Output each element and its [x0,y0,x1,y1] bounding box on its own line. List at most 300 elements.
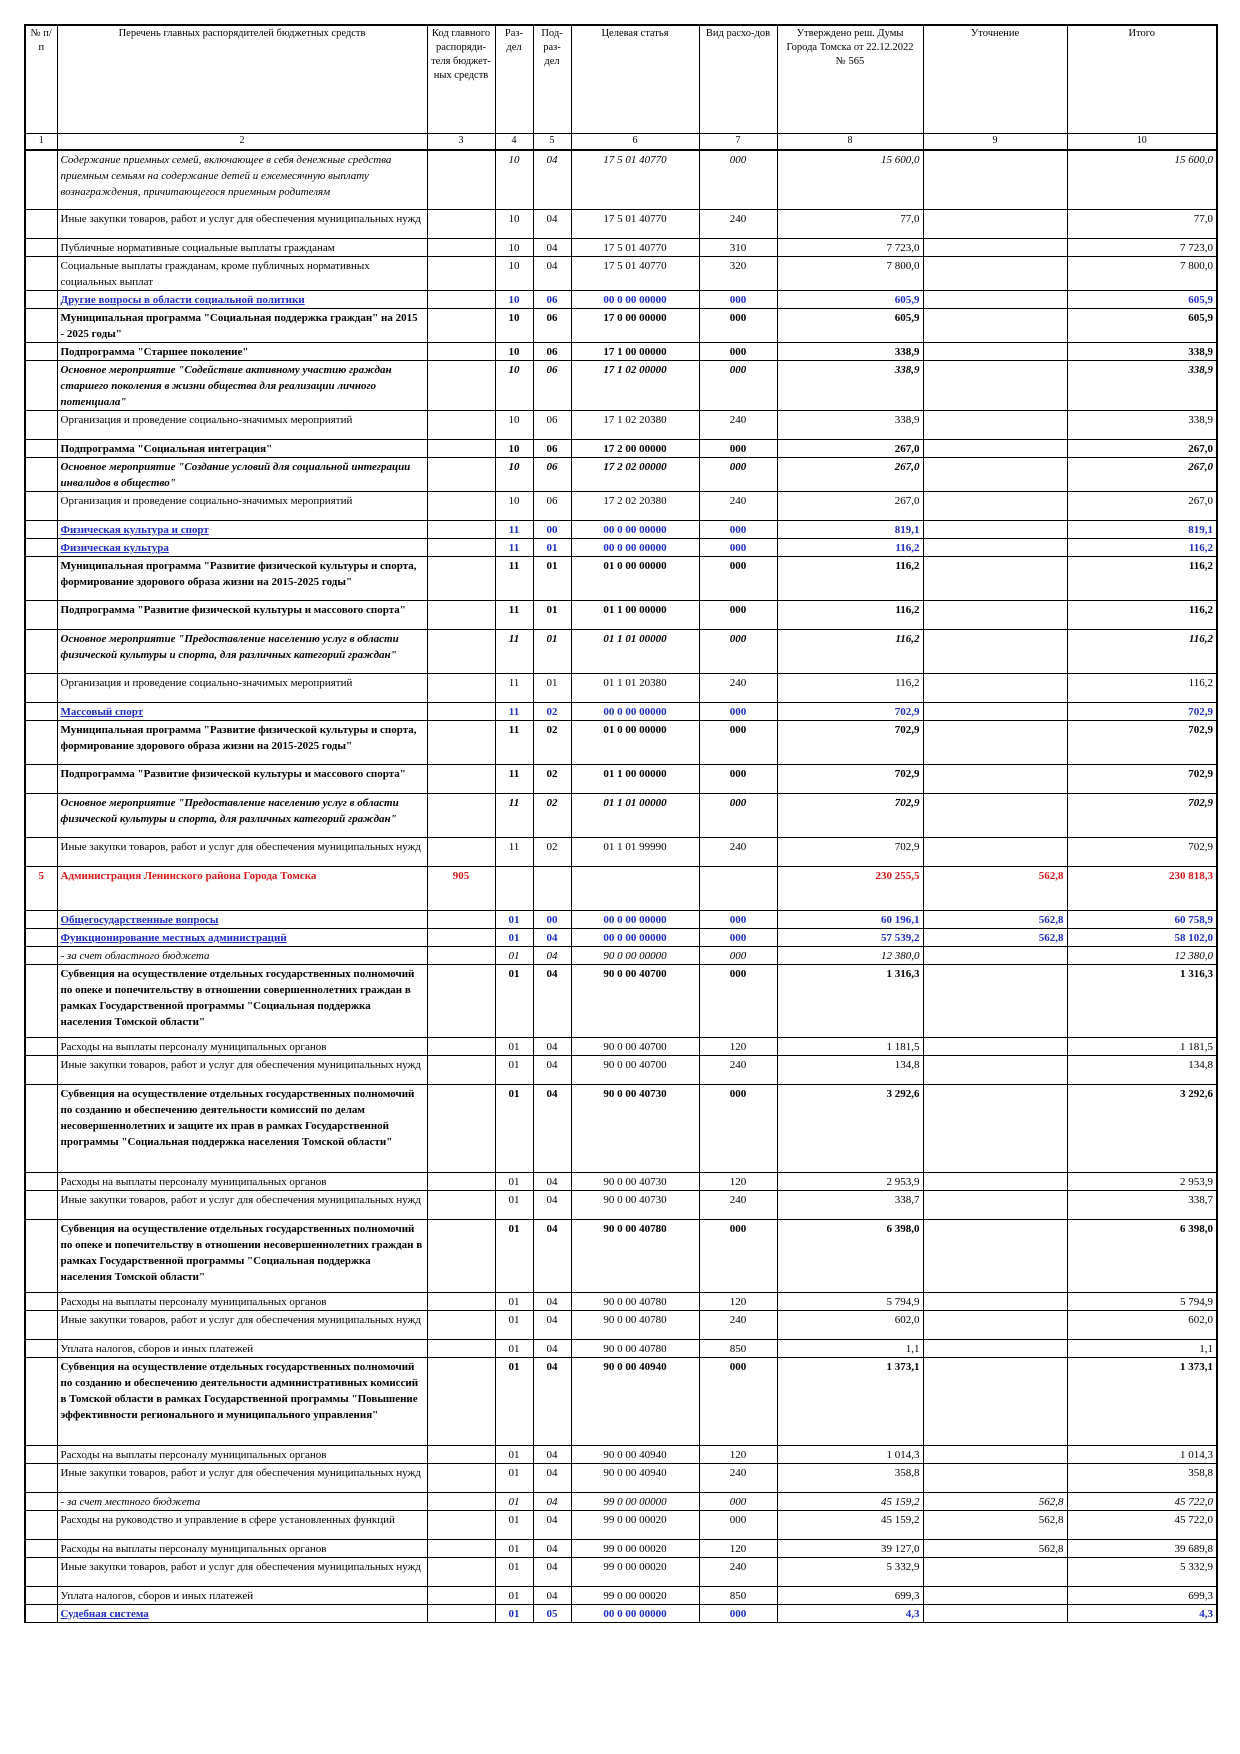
cell-num [25,1557,57,1586]
cell-target: 99 0 00 00020 [571,1510,699,1539]
cell-name: Расходы на выплаты персоналу муниципальных органов [57,1037,427,1055]
cell-code [427,1586,495,1604]
cell-section: 01 [495,964,533,1037]
cell-subsection: 06 [533,290,571,308]
cell-name: Уплата налогов, сборов и иных платежей [57,1339,427,1357]
cell-name: Функционирование местных администраций [57,928,427,946]
cell-name: Иные закупки товаров, работ и услуг для обеспечения муниципальных нужд [57,1055,427,1084]
cell-total: 116,2 [1067,538,1217,556]
cell-approved: 4,3 [777,1604,923,1622]
cell-total: 702,9 [1067,764,1217,793]
cell-kind: 000 [699,457,777,491]
cell-num [25,360,57,410]
cell-target: 01 0 00 00000 [571,556,699,600]
cell-code [427,360,495,410]
cell-num [25,1084,57,1172]
cell-change: 562,8 [923,928,1067,946]
cell-total: 230 818,3 [1067,866,1217,910]
cell-total: 1 181,5 [1067,1037,1217,1055]
cell-target: 17 2 00 00000 [571,439,699,457]
cell-kind: 240 [699,491,777,520]
cell-code [427,439,495,457]
cell-change [923,538,1067,556]
cell-section: 01 [495,1339,533,1357]
column-number-row [25,134,1217,151]
cell-subsection: 02 [533,837,571,866]
cell-subsection [533,866,571,910]
cell-subsection: 04 [533,1037,571,1055]
cell-target: 99 0 00 00020 [571,1557,699,1586]
cell-kind: 000 [699,1510,777,1539]
cell-change [923,439,1067,457]
cell-total: 702,9 [1067,720,1217,764]
table-row [25,837,1217,866]
cell-num [25,629,57,673]
cell-code [427,1219,495,1292]
table-row [25,673,1217,702]
cell-total: 1,1 [1067,1339,1217,1357]
cell-total: 77,0 [1067,209,1217,238]
cell-subsection: 04 [533,1190,571,1219]
cell-approved: 338,9 [777,360,923,410]
cell-kind: 000 [699,520,777,538]
cell-total: 5 794,9 [1067,1292,1217,1310]
cell-section: 01 [495,1084,533,1172]
cell-code [427,720,495,764]
cell-approved: 45 159,2 [777,1492,923,1510]
cell-name: Другие вопросы в области социальной политики [57,290,427,308]
cell-name: Иные закупки товаров, работ и услуг для обеспечения муниципальных нужд [57,1190,427,1219]
cell-num [25,410,57,439]
table-row [25,256,1217,290]
cell-section: 11 [495,837,533,866]
cell-subsection: 02 [533,720,571,764]
cell-num [25,556,57,600]
cell-change: 562,8 [923,1510,1067,1539]
cell-code [427,837,495,866]
cell-kind: 240 [699,1190,777,1219]
cell-kind: 320 [699,256,777,290]
cell-change [923,150,1067,209]
cell-target: 00 0 00 00000 [571,910,699,928]
cell-approved: 57 539,2 [777,928,923,946]
cell-code [427,290,495,308]
cell-change [923,1037,1067,1055]
cell-change [923,410,1067,439]
cell-target: 17 0 00 00000 [571,308,699,342]
cell-section: 11 [495,538,533,556]
cell-name: Расходы на выплаты персоналу муниципальных органов [57,1445,427,1463]
admin-row [25,866,1217,910]
cell-section: 11 [495,720,533,764]
cell-name: Иные закупки товаров, работ и услуг для обеспечения муниципальных нужд [57,1557,427,1586]
cell-code [427,1445,495,1463]
cell-name: Муниципальная программа "Социальная поддержка граждан" на 2015 - 2025 годы" [57,308,427,342]
cell-total: 45 722,0 [1067,1492,1217,1510]
cell-approved: 7 723,0 [777,238,923,256]
cell-name: Подпрограмма "Старшее поколение" [57,342,427,360]
cell-code [427,342,495,360]
cell-subsection: 02 [533,764,571,793]
cell-change [923,209,1067,238]
cell-kind: 240 [699,1557,777,1586]
cell-code [427,1292,495,1310]
cell-subsection: 04 [533,1055,571,1084]
cell-approved: 77,0 [777,209,923,238]
cell-kind: 120 [699,1292,777,1310]
cell-total: 58 102,0 [1067,928,1217,946]
cell-section: 01 [495,1219,533,1292]
cell-kind: 240 [699,1055,777,1084]
cell-num [25,702,57,720]
cell-section: 11 [495,629,533,673]
cell-approved: 702,9 [777,702,923,720]
cell-code [427,1037,495,1055]
cell-total: 602,0 [1067,1310,1217,1339]
cell-subsection: 06 [533,491,571,520]
cell-change [923,1557,1067,1586]
cell-target: 90 0 00 40940 [571,1463,699,1492]
cell-section: 11 [495,764,533,793]
cell-num [25,1586,57,1604]
cell-change [923,793,1067,837]
cell-name: Подпрограмма "Развитие физической культуры и массового спорта" [57,764,427,793]
table-row [25,793,1217,837]
cell-target [571,866,699,910]
cell-total: 134,8 [1067,1055,1217,1084]
table-row [25,520,1217,538]
cell-subsection: 04 [533,1339,571,1357]
cell-num [25,1055,57,1084]
cell-approved: 338,9 [777,342,923,360]
cell-total: 7 800,0 [1067,256,1217,290]
cell-subsection: 06 [533,457,571,491]
cell-approved: 116,2 [777,673,923,702]
cell-num [25,1604,57,1622]
cell-num [25,1172,57,1190]
cell-target: 17 5 01 40770 [571,238,699,256]
cell-subsection: 04 [533,1586,571,1604]
cell-kind: 000 [699,720,777,764]
cell-approved: 819,1 [777,520,923,538]
cell-target: 00 0 00 00000 [571,538,699,556]
cell-approved: 230 255,5 [777,866,923,910]
cell-section: 11 [495,556,533,600]
cell-kind: 000 [699,629,777,673]
cell-name: Иные закупки товаров, работ и услуг для обеспечения муниципальных нужд [57,1310,427,1339]
cell-approved: 134,8 [777,1055,923,1084]
cell-target: 17 1 00 00000 [571,342,699,360]
cell-section: 10 [495,457,533,491]
cell-approved: 2 953,9 [777,1172,923,1190]
cell-total: 358,8 [1067,1463,1217,1492]
cell-num [25,1357,57,1445]
cell-target: 01 1 01 20380 [571,673,699,702]
cell-target: 01 0 00 00000 [571,720,699,764]
cell-subsection: 04 [533,150,571,209]
cell-approved: 45 159,2 [777,1510,923,1539]
table-row [25,1445,1217,1463]
cell-change [923,256,1067,290]
colnum-3: 3 [427,134,495,151]
cell-kind: 000 [699,910,777,928]
cell-change [923,720,1067,764]
cell-approved: 3 292,6 [777,1084,923,1172]
cell-total: 338,7 [1067,1190,1217,1219]
cell-target: 17 1 02 20380 [571,410,699,439]
cell-change [923,1292,1067,1310]
cell-code [427,1084,495,1172]
cell-kind: 240 [699,673,777,702]
cell-num [25,964,57,1037]
table-row [25,1037,1217,1055]
table-row [25,556,1217,600]
cell-num [25,793,57,837]
colnum-8: 8 [777,134,923,151]
cell-target: 17 5 01 40770 [571,256,699,290]
cell-total: 267,0 [1067,439,1217,457]
cell-target: 17 2 02 00000 [571,457,699,491]
cell-target: 00 0 00 00000 [571,928,699,946]
cell-name: Расходы на выплаты персоналу муниципальных органов [57,1539,427,1557]
cell-total: 116,2 [1067,600,1217,629]
cell-approved: 702,9 [777,720,923,764]
cell-kind: 000 [699,1084,777,1172]
cell-kind: 000 [699,290,777,308]
cell-total: 4,3 [1067,1604,1217,1622]
cell-total: 5 332,9 [1067,1557,1217,1586]
cell-num [25,439,57,457]
cell-subsection: 06 [533,410,571,439]
cell-target: 90 0 00 40730 [571,1190,699,1219]
cell-total: 699,3 [1067,1586,1217,1604]
cell-approved: 39 127,0 [777,1539,923,1557]
cell-name: Субвенция на осуществление отдельных государственных полномочий по опеке и попечительству в отношении несовершеннолетних граждан в рамках Государственной программы "Социальная поддержка населения Томской области" [57,1219,427,1292]
cell-code [427,556,495,600]
cell-num [25,946,57,964]
cell-name: Физическая культура [57,538,427,556]
colnum-4: 4 [495,134,533,151]
header-num: № п/п [25,25,57,134]
cell-approved: 1 014,3 [777,1445,923,1463]
cell-name: Расходы на выплаты персоналу муниципальных органов [57,1292,427,1310]
cell-target: 00 0 00 00000 [571,520,699,538]
cell-change [923,673,1067,702]
cell-subsection: 04 [533,1445,571,1463]
cell-kind: 310 [699,238,777,256]
cell-name: Общегосударственные вопросы [57,910,427,928]
cell-num [25,1219,57,1292]
cell-code [427,1357,495,1445]
cell-target: 01 1 01 00000 [571,629,699,673]
cell-subsection: 06 [533,439,571,457]
cell-approved: 267,0 [777,439,923,457]
cell-total: 7 723,0 [1067,238,1217,256]
cell-code [427,702,495,720]
cell-name: - за счет местного бюджета [57,1492,427,1510]
cell-section: 01 [495,1357,533,1445]
cell-approved: 702,9 [777,764,923,793]
cell-section: 01 [495,1055,533,1084]
cell-name: Организация и проведение социально-значимых мероприятий [57,673,427,702]
cell-section: 01 [495,928,533,946]
cell-change [923,629,1067,673]
cell-target: 00 0 00 00000 [571,290,699,308]
cell-kind: 000 [699,150,777,209]
table-row [25,491,1217,520]
cell-target: 90 0 00 00000 [571,946,699,964]
cell-approved: 338,9 [777,410,923,439]
cell-section: 11 [495,600,533,629]
cell-code [427,793,495,837]
table-row [25,238,1217,256]
cell-code [427,1463,495,1492]
cell-approved: 1 373,1 [777,1357,923,1445]
cell-change [923,491,1067,520]
cell-total: 702,9 [1067,837,1217,866]
cell-num [25,1539,57,1557]
cell-name: Подпрограмма "Социальная интеграция" [57,439,427,457]
cell-code [427,410,495,439]
table-row [25,1172,1217,1190]
cell-change [923,290,1067,308]
cell-target: 90 0 00 40730 [571,1172,699,1190]
cell-subsection: 01 [533,538,571,556]
cell-kind: 000 [699,946,777,964]
table-row [25,1055,1217,1084]
colnum-7: 7 [699,134,777,151]
table-row [25,1557,1217,1586]
cell-num [25,720,57,764]
cell-section: 01 [495,1604,533,1622]
cell-total: 819,1 [1067,520,1217,538]
cell-change: 562,8 [923,866,1067,910]
cell-code [427,673,495,702]
cell-name: Публичные нормативные социальные выплаты гражданам [57,238,427,256]
cell-num [25,1492,57,1510]
cell-approved: 1 181,5 [777,1037,923,1055]
cell-section: 01 [495,1190,533,1219]
cell-change [923,1219,1067,1292]
cell-total: 45 722,0 [1067,1510,1217,1539]
cell-total: 605,9 [1067,308,1217,342]
cell-change [923,1310,1067,1339]
cell-change [923,556,1067,600]
cell-code [427,308,495,342]
cell-code [427,964,495,1037]
cell-num [25,150,57,209]
cell-name: Субвенция на осуществление отдельных государственных полномочий по опеке и попечительству в отношении совершеннолетних граждан в рамках Государственной программы "Социальная поддержка населения Томской области" [57,964,427,1037]
cell-code [427,928,495,946]
cell-section: 10 [495,150,533,209]
cell-total: 39 689,8 [1067,1539,1217,1557]
cell-num: 5 [25,866,57,910]
cell-name: Основное мероприятие "Предоставление населению услуг в области физической культуры и спорта, для различных категорий граждан" [57,629,427,673]
cell-kind: 000 [699,764,777,793]
cell-total: 12 380,0 [1067,946,1217,964]
cell-kind: 000 [699,1604,777,1622]
cell-num [25,928,57,946]
table-row [25,1463,1217,1492]
cell-kind: 000 [699,360,777,410]
cell-kind: 240 [699,209,777,238]
table-row [25,702,1217,720]
table-body [25,150,1217,1622]
cell-code [427,491,495,520]
table-header [25,25,1217,150]
cell-kind: 000 [699,964,777,1037]
cell-kind: 120 [699,1037,777,1055]
cell-kind: 000 [699,342,777,360]
table-row [25,290,1217,308]
cell-total: 60 758,9 [1067,910,1217,928]
cell-num [25,910,57,928]
cell-section: 10 [495,439,533,457]
cell-change [923,520,1067,538]
cell-subsection: 04 [533,946,571,964]
cell-total: 338,9 [1067,410,1217,439]
table-row [25,928,1217,946]
table-row [25,150,1217,209]
cell-approved: 6 398,0 [777,1219,923,1292]
header-approved: Утверждено реш. Думы Города Томска от 22.12.2022 № 565 [777,25,923,134]
table-row [25,964,1217,1037]
cell-total: 605,9 [1067,290,1217,308]
cell-total: 116,2 [1067,629,1217,673]
cell-approved: 1,1 [777,1339,923,1357]
cell-change [923,1190,1067,1219]
cell-subsection: 04 [533,1492,571,1510]
cell-subsection: 04 [533,1557,571,1586]
cell-section: 01 [495,910,533,928]
cell-change [923,837,1067,866]
cell-approved: 7 800,0 [777,256,923,290]
cell-subsection: 04 [533,1172,571,1190]
cell-total: 267,0 [1067,457,1217,491]
cell-approved: 699,3 [777,1586,923,1604]
cell-total: 1 373,1 [1067,1357,1217,1445]
cell-num [25,1510,57,1539]
cell-code [427,238,495,256]
cell-name: Содержание приемных семей, включающее в себя денежные средства приемным семьям на содержание детей и ежемесячную выплату вознаграждения, причитающегося приемным родителям [57,150,427,209]
cell-num [25,491,57,520]
cell-num [25,1445,57,1463]
cell-change [923,1172,1067,1190]
table-row [25,1190,1217,1219]
cell-code [427,538,495,556]
cell-approved: 267,0 [777,491,923,520]
cell-target: 17 1 02 00000 [571,360,699,410]
cell-name: Основное мероприятие "Предоставление населению услуг в области физической культуры и спорта, для различных категорий граждан" [57,793,427,837]
cell-total: 267,0 [1067,491,1217,520]
cell-kind: 000 [699,793,777,837]
cell-code [427,600,495,629]
cell-target: 90 0 00 40730 [571,1084,699,1172]
cell-approved: 358,8 [777,1463,923,1492]
cell-section: 10 [495,410,533,439]
table-row [25,720,1217,764]
cell-subsection: 01 [533,629,571,673]
header-name: Перечень главных распорядителей бюджетных средств [57,25,427,134]
cell-num [25,290,57,308]
cell-num [25,1190,57,1219]
header-code: Код главного распоряди-теля бюджет-ных средств [427,25,495,134]
cell-section: 10 [495,360,533,410]
cell-section: 01 [495,1172,533,1190]
cell-num [25,342,57,360]
cell-target: 90 0 00 40780 [571,1339,699,1357]
cell-code [427,629,495,673]
